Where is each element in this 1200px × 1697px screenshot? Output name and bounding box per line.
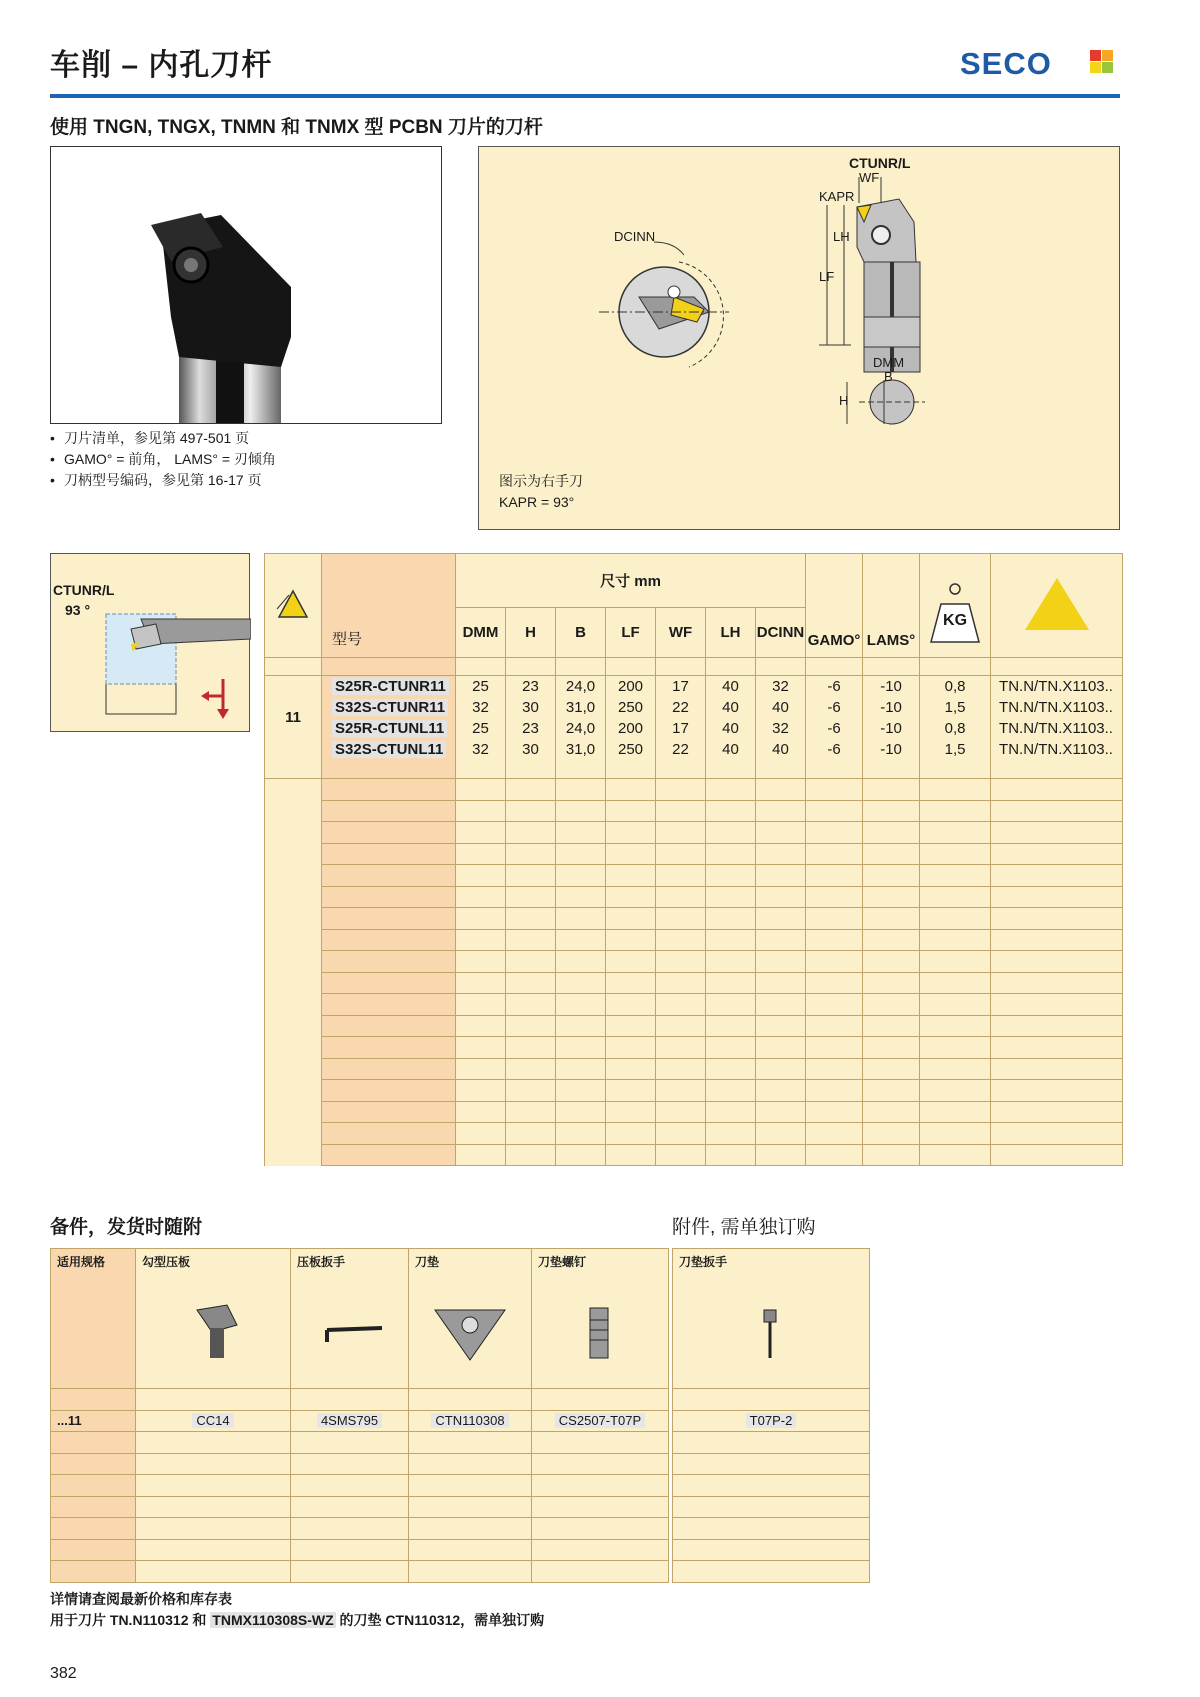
insert-cell: TN.N/TN.X1103.. (991, 718, 1123, 739)
table-cell: 40 (706, 676, 756, 697)
col-dcinn: DCINN (756, 608, 806, 658)
table-row (265, 676, 1123, 697)
insert-header-icon (991, 554, 1123, 658)
table-cell: 40 (756, 739, 806, 760)
header-rule (50, 94, 1120, 98)
table-cell: 24,0 (556, 718, 606, 739)
seco-logo: SECO (960, 44, 1120, 84)
shim-key-part: T07P-2 (746, 1413, 797, 1428)
table-cell: 200 (606, 676, 656, 697)
table-cell: -6 (806, 718, 863, 739)
acc-header-shim-screw: 刀垫螺钉 (532, 1249, 669, 1389)
col-dmm: DMM (456, 608, 506, 658)
shim-part: CTN110308 (431, 1413, 508, 1428)
table-cell: 22 (656, 739, 706, 760)
table-cell: -10 (863, 718, 920, 739)
table-cell: 25 (456, 718, 506, 739)
weight-header: KG (920, 554, 991, 658)
table-cell: -6 (806, 697, 863, 718)
table-cell: 40 (756, 697, 806, 718)
spare-parts-title: 备件，发货时随附 (50, 1217, 203, 1238)
table-row (265, 718, 1123, 739)
acc-size-cell: ...11 (51, 1410, 136, 1432)
table-cell: 30 (506, 697, 556, 718)
hex-key-icon (297, 1270, 402, 1370)
table-cell: 25 (456, 676, 506, 697)
table-cell: 1,5 (920, 739, 991, 760)
tool-photo (50, 146, 442, 424)
table-cell: -10 (863, 739, 920, 760)
model-code: S32S-CTUNR11 (332, 699, 448, 716)
col-lf: LF (606, 608, 656, 658)
table-cell: 32 (456, 697, 506, 718)
model-code: S25R-CTUNR11 (332, 678, 449, 695)
shim-screw-part: CS2507-T07P (555, 1413, 645, 1428)
insert-cell: TN.N/TN.X1103.. (991, 697, 1123, 718)
col-lams: LAMS° (863, 554, 920, 658)
table-cell: 200 (606, 718, 656, 739)
table-cell: 23 (506, 718, 556, 739)
table-cell: 32 (756, 718, 806, 739)
table-cell: -6 (806, 739, 863, 760)
table-cell: 31,0 (556, 697, 606, 718)
model-header: 型号 (322, 554, 456, 658)
table-cell: 0,8 (920, 676, 991, 697)
table-cell: 32 (456, 739, 506, 760)
table-cell: 40 (706, 697, 756, 718)
logo-squares-icon (1090, 50, 1114, 74)
clamp-part: CC14 (192, 1413, 233, 1428)
model-code: S32S-CTUNL11 (332, 741, 446, 758)
diagram-title: CTUNR/L (849, 155, 911, 171)
size-cell: 11 (265, 676, 322, 760)
page-title: 车削 – 内孔刀杆 (50, 49, 273, 82)
table-cell: 40 (706, 739, 756, 760)
shim-icon (415, 1270, 525, 1370)
insert-cell: TN.N/TN.X1103.. (991, 676, 1123, 697)
col-b: B (556, 608, 606, 658)
diagram-note: 图示为右手刀 KAPR = 93° (499, 473, 583, 510)
table-cell: 31,0 (556, 739, 606, 760)
note-item: • GAMO° = 前角， LAMS° = 刃倾角 (50, 449, 276, 470)
torx-key-icon (679, 1270, 863, 1370)
note-item: • 刀柄型号编码，参见第 16-17 页 (50, 470, 276, 491)
acc-header-shim: 刀垫 (409, 1249, 532, 1389)
page-number: 382 (50, 1665, 77, 1682)
wrench-part: 4SMS795 (317, 1413, 382, 1428)
table-cell: 30 (506, 739, 556, 760)
col-wf: WF (656, 608, 706, 658)
insert-shape-icon (265, 554, 322, 658)
page-subtitle: 使用 TNGN, TNGX, TNMN 和 TNMX 型 PCBN 刀片的刀杆 (50, 117, 543, 138)
note-item: • 刀片清单，参见第 497-501 页 (50, 428, 276, 449)
table-row (265, 697, 1123, 718)
acc-header-size: 适用规格 (51, 1249, 136, 1389)
table-cell: 17 (656, 718, 706, 739)
table-cell: 24,0 (556, 676, 606, 697)
col-h: H (506, 608, 556, 658)
table-cell: -10 (863, 697, 920, 718)
spare-parts-table (50, 1248, 669, 1583)
model-code: S25R-CTUNL11 (332, 720, 447, 737)
footer-note-1: 详情请查阅最新价格和库存表 (50, 1591, 232, 1607)
table-cell: 32 (756, 676, 806, 697)
screw-icon (538, 1270, 662, 1370)
table-cell: 250 (606, 697, 656, 718)
tool-orientation-box: CTUNR/L 93 ° (50, 553, 250, 732)
acc-header-shim-key: 刀垫扳手 (673, 1249, 870, 1389)
clamp-icon (142, 1270, 282, 1370)
table-cell: 0,8 (920, 718, 991, 739)
table-cell: -10 (863, 676, 920, 697)
table-row (265, 739, 1123, 760)
table-cell: -6 (806, 676, 863, 697)
holder-table (264, 553, 1123, 1166)
acc-header-wrench: 压板扳手 (291, 1249, 409, 1389)
acc-header-clamp: 勾型压板 (136, 1249, 291, 1389)
footer-note-2: 用于刀片 TN.N110312 和 TNMX110308S-WZ 的刀垫 CTN110312，需单独订购 (50, 1612, 545, 1628)
table-cell: 250 (606, 739, 656, 760)
col-gamo: GAMO° (806, 554, 863, 658)
notes-list (50, 428, 276, 491)
table-cell: 1,5 (920, 697, 991, 718)
table-cell: 40 (706, 718, 756, 739)
table-cell: 17 (656, 676, 706, 697)
dimension-diagram: CTUNR/L WF KAPR LH LF DCINN DMM B H 图示为右手刀 KAPR = 93° (478, 146, 1120, 530)
table-cell: 23 (506, 676, 556, 697)
optional-parts-title: 附件, 需单独订购 (672, 1217, 816, 1238)
insert-cell: TN.N/TN.X1103.. (991, 739, 1123, 760)
dimension-group-header: 尺寸 mm (456, 554, 806, 608)
col-lh: LH (706, 608, 756, 658)
table-cell: 22 (656, 697, 706, 718)
optional-parts-table (672, 1248, 870, 1583)
